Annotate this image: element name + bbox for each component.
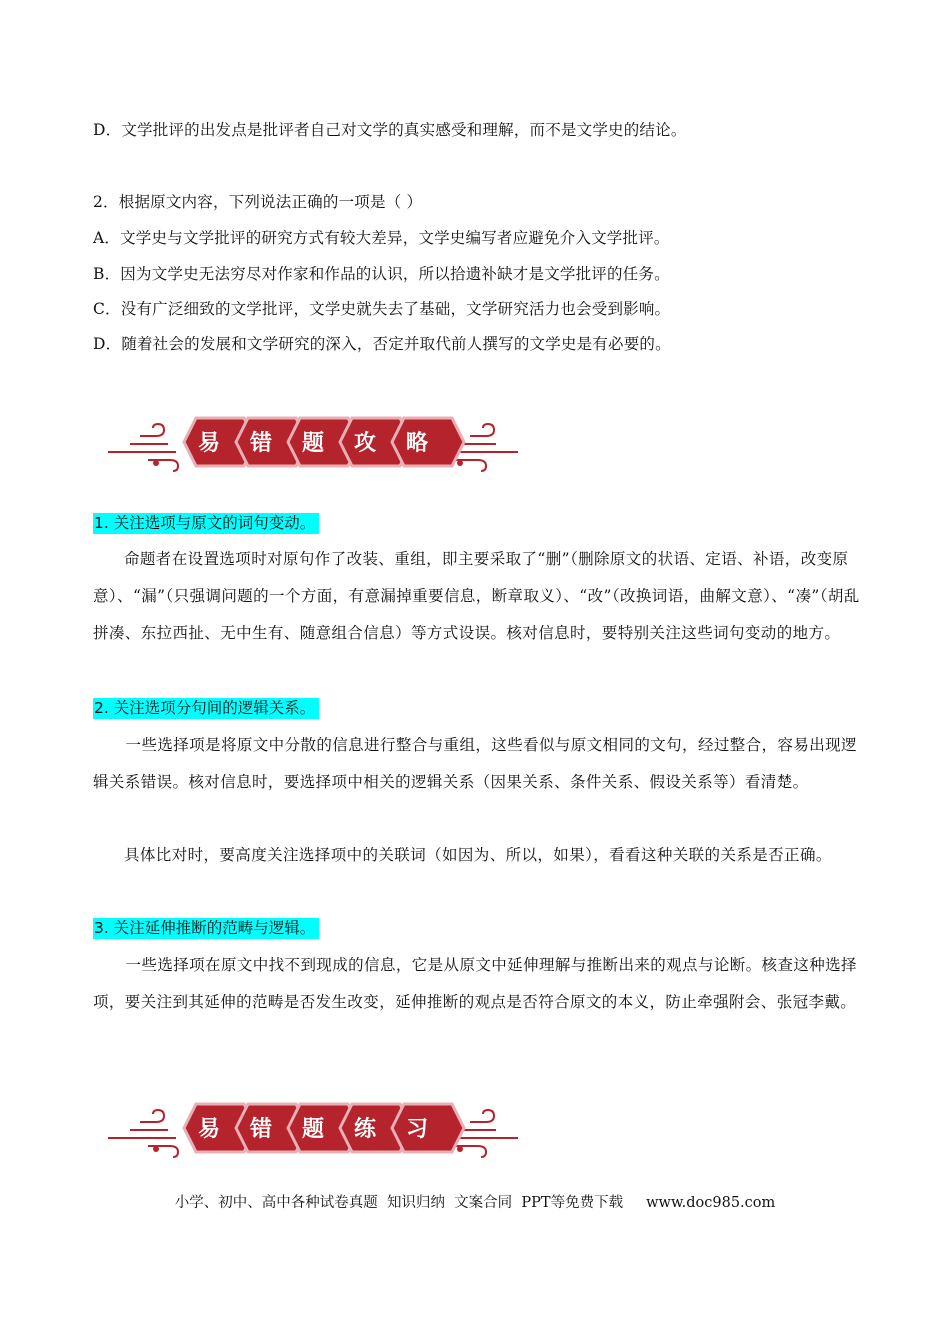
banner-practice-char-1: 易 bbox=[197, 1117, 221, 1142]
tip-1-paragraph: 命题者在设置选项时对原句作了改装、重组，即主要采取了“删”（删除原文的状语、定语、补语，改变原意）、“漏”（只强调问题的一个方面，有意漏掉重要信息，断章取义）、“改”（改换词语，曲解文意）、“凑”（胡乱拼凑、东拉西扯、无中生有、随意组合信息）等方式设误。核对信息时，要特别关注这些词句变动的地方。 bbox=[93, 550, 860, 642]
tip-3-heading: 3. 关注延伸推断的范畴与逻辑。 bbox=[93, 918, 319, 939]
tip-2-paragraph-1: 一些选择项是将原文中分散的信息进行整合与重组，这些看似与原文相同的文句，经过整合，容易出现逻辑关系错误。核对信息时，要选择项中相关的逻辑关系（因果关系、条件关系、假设关系等）看清楚。 bbox=[93, 736, 857, 791]
banner-tips-char-2: 错 bbox=[249, 431, 273, 456]
banner-tips-char-4: 攻 bbox=[353, 431, 377, 456]
tip-1-heading: 1. 关注选项与原文的词句变动。 bbox=[93, 513, 319, 534]
q2-option-a: A．文学史与文学批评的研究方式有较大差异，文学史编写者应避免介入文学批评。 bbox=[93, 229, 670, 247]
tip-2-paragraph-2: 具体比对时，要高度关注选择项中的关联词（如因为、所以，如果），看看这种关联的关系是否正确。 bbox=[124, 846, 832, 864]
banner-practice-char-3: 题 bbox=[301, 1117, 325, 1142]
banner-tips-char-1: 易 bbox=[197, 431, 221, 456]
q2-option-b: B．因为文学史无法穷尽对作家和作品的认识，所以拾遗补缺才是文学批评的任务。 bbox=[93, 265, 670, 283]
q1-option-d: D．文学批评的出发点是批评者自己对文学的真实感受和理解，而不是文学史的结论。 bbox=[93, 121, 687, 139]
banner-practice bbox=[108, 1096, 518, 1160]
tip-2-heading: 2. 关注选项分句间的逻辑关系。 bbox=[93, 698, 319, 719]
q2-option-c: C．没有广泛细致的文学批评，文学史就失去了基础，文学研究活力也会受到影响。 bbox=[93, 300, 671, 318]
left-cloud-ornament bbox=[108, 424, 178, 471]
q2-stem: 2．根据原文内容，下列说法正确的一项是（ ） bbox=[93, 193, 423, 211]
left-cloud-ornament bbox=[108, 1110, 178, 1157]
banner-practice-char-5: 习 bbox=[405, 1117, 429, 1142]
banner-tips-char-3: 题 bbox=[301, 431, 325, 456]
banner-practice-char-2: 错 bbox=[249, 1117, 273, 1142]
banner-tips-char-5: 略 bbox=[405, 431, 429, 456]
banner-tips bbox=[108, 410, 518, 474]
banner-practice-char-4: 练 bbox=[353, 1117, 377, 1142]
q2-option-d: D．随着社会的发展和文学研究的深入，否定并取代前人撰写的文学史是有必要的。 bbox=[93, 335, 671, 353]
footer-text: 小学、初中、高中各种试卷真题 知识归纳 文案合同 PPT等免费下载 www.doc985.com bbox=[174, 1195, 776, 1211]
tip-3-paragraph: 一些选择项在原文中找不到现成的信息，它是从原文中延伸理解与推断出来的观点与论断。核查这种选择项，要关注到其延伸的范畴是否发生改变，延伸推断的观点是否符合原文的本义，防止牵强附会、张冠李戴。 bbox=[93, 956, 857, 1011]
